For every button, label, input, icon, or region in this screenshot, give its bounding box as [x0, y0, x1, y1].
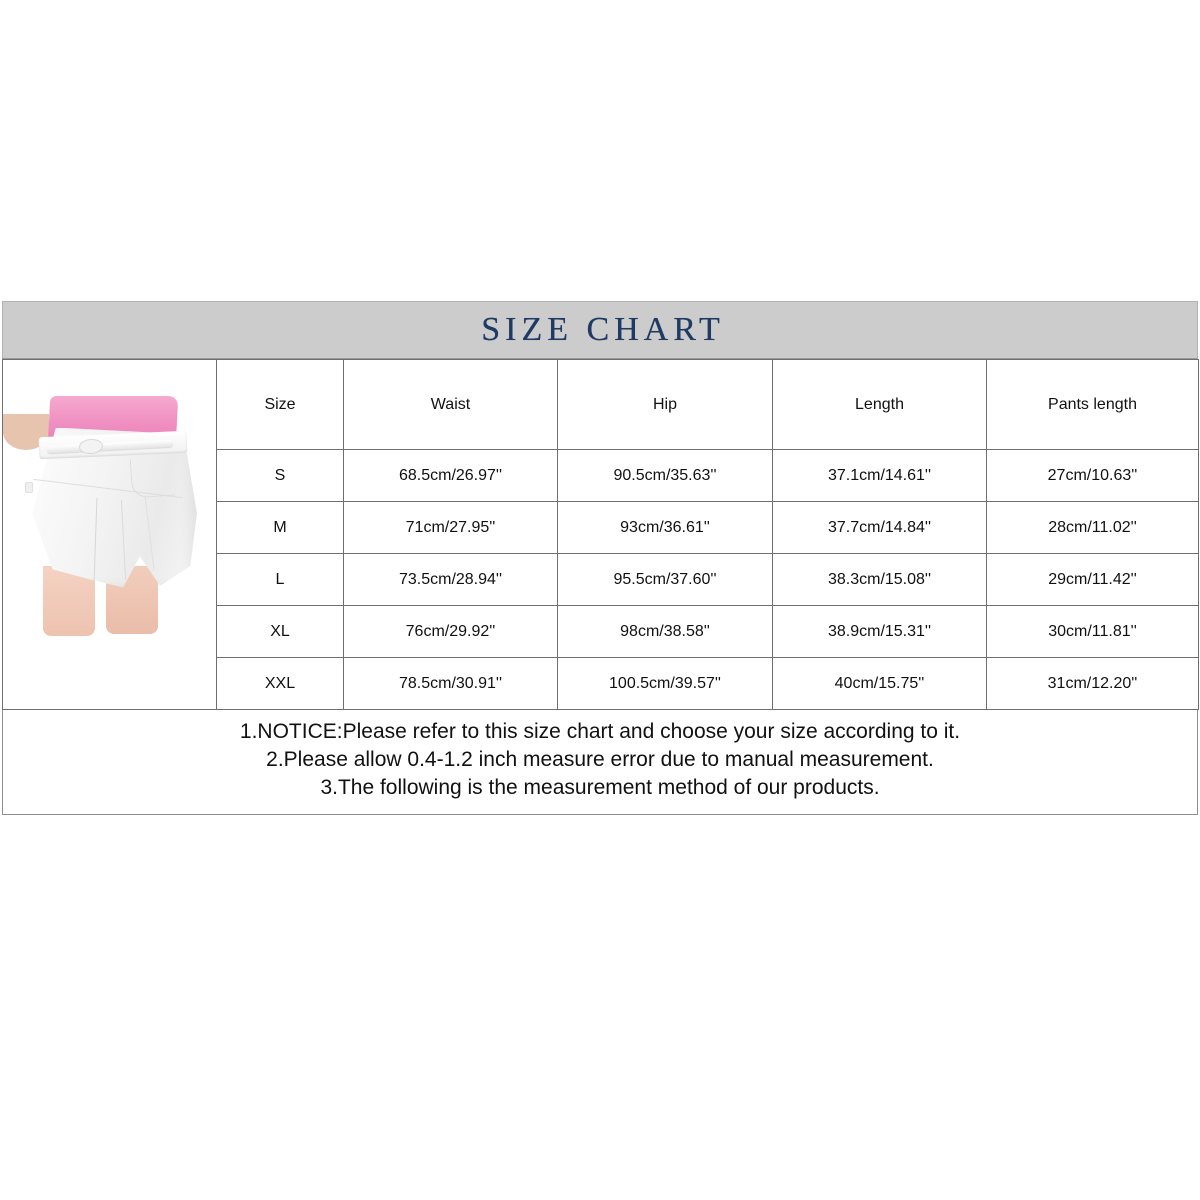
- product-image-cell: [3, 360, 217, 710]
- cell-pants-length: 27cm/10.63'': [987, 450, 1199, 502]
- notice-line-2: 2.Please allow 0.4-1.2 inch measure error due to manual measurement.: [266, 747, 934, 771]
- cell-hip: 93cm/36.61'': [558, 502, 773, 554]
- cell-waist: 76cm/29.92'': [344, 606, 558, 658]
- cell-hip: 100.5cm/39.57'': [558, 658, 773, 710]
- size-chart-block: [2, 301, 1198, 815]
- size-chart-title-banner: [2, 301, 1198, 359]
- cell-length: 38.9cm/15.31'': [773, 606, 987, 658]
- cell-pants-length: 29cm/11.42'': [987, 554, 1199, 606]
- cell-pants-length: 28cm/11.02'': [987, 502, 1199, 554]
- column-header-hip: Hip: [558, 360, 773, 450]
- cell-waist: 68.5cm/26.97'': [344, 450, 558, 502]
- notice-line-1: 1.NOTICE:Please refer to this size chart and choose your size according to it.: [239, 720, 961, 743]
- size-chart-table: [2, 359, 1199, 710]
- cell-size: M: [217, 502, 344, 554]
- cell-pants-length: 31cm/12.20'': [987, 658, 1199, 710]
- cell-length: 37.1cm/14.61'': [773, 450, 987, 502]
- cell-size: L: [217, 554, 344, 606]
- column-header-pants-length: Pants length: [987, 360, 1199, 450]
- cell-waist: 73.5cm/28.94'': [344, 554, 558, 606]
- cell-length: 40cm/15.75'': [773, 658, 987, 710]
- column-header-waist: Waist: [344, 360, 558, 450]
- cell-size: S: [217, 450, 344, 502]
- notice-line-3: 3.The following is the measurement method of our products.: [320, 775, 880, 799]
- cell-waist: 71cm/27.95'': [344, 502, 558, 554]
- cell-size: XL: [217, 606, 344, 658]
- cell-hip: 98cm/38.58'': [558, 606, 773, 658]
- notice-box: [2, 710, 1198, 815]
- cell-length: 37.7cm/14.84'': [773, 502, 987, 554]
- skort-belt-loop: [25, 482, 33, 493]
- column-header-size: Size: [217, 360, 344, 450]
- page-title: SIZE CHART: [481, 311, 725, 348]
- column-header-length: Length: [773, 360, 987, 450]
- table-header-row: [3, 360, 1199, 450]
- cell-size: XXL: [217, 658, 344, 710]
- cell-length: 38.3cm/15.08'': [773, 554, 987, 606]
- cell-hip: 95.5cm/37.60'': [558, 554, 773, 606]
- cell-waist: 78.5cm/30.91'': [344, 658, 558, 710]
- product-photo: [3, 366, 216, 704]
- cell-hip: 90.5cm/35.63'': [558, 450, 773, 502]
- cell-pants-length: 30cm/11.81'': [987, 606, 1199, 658]
